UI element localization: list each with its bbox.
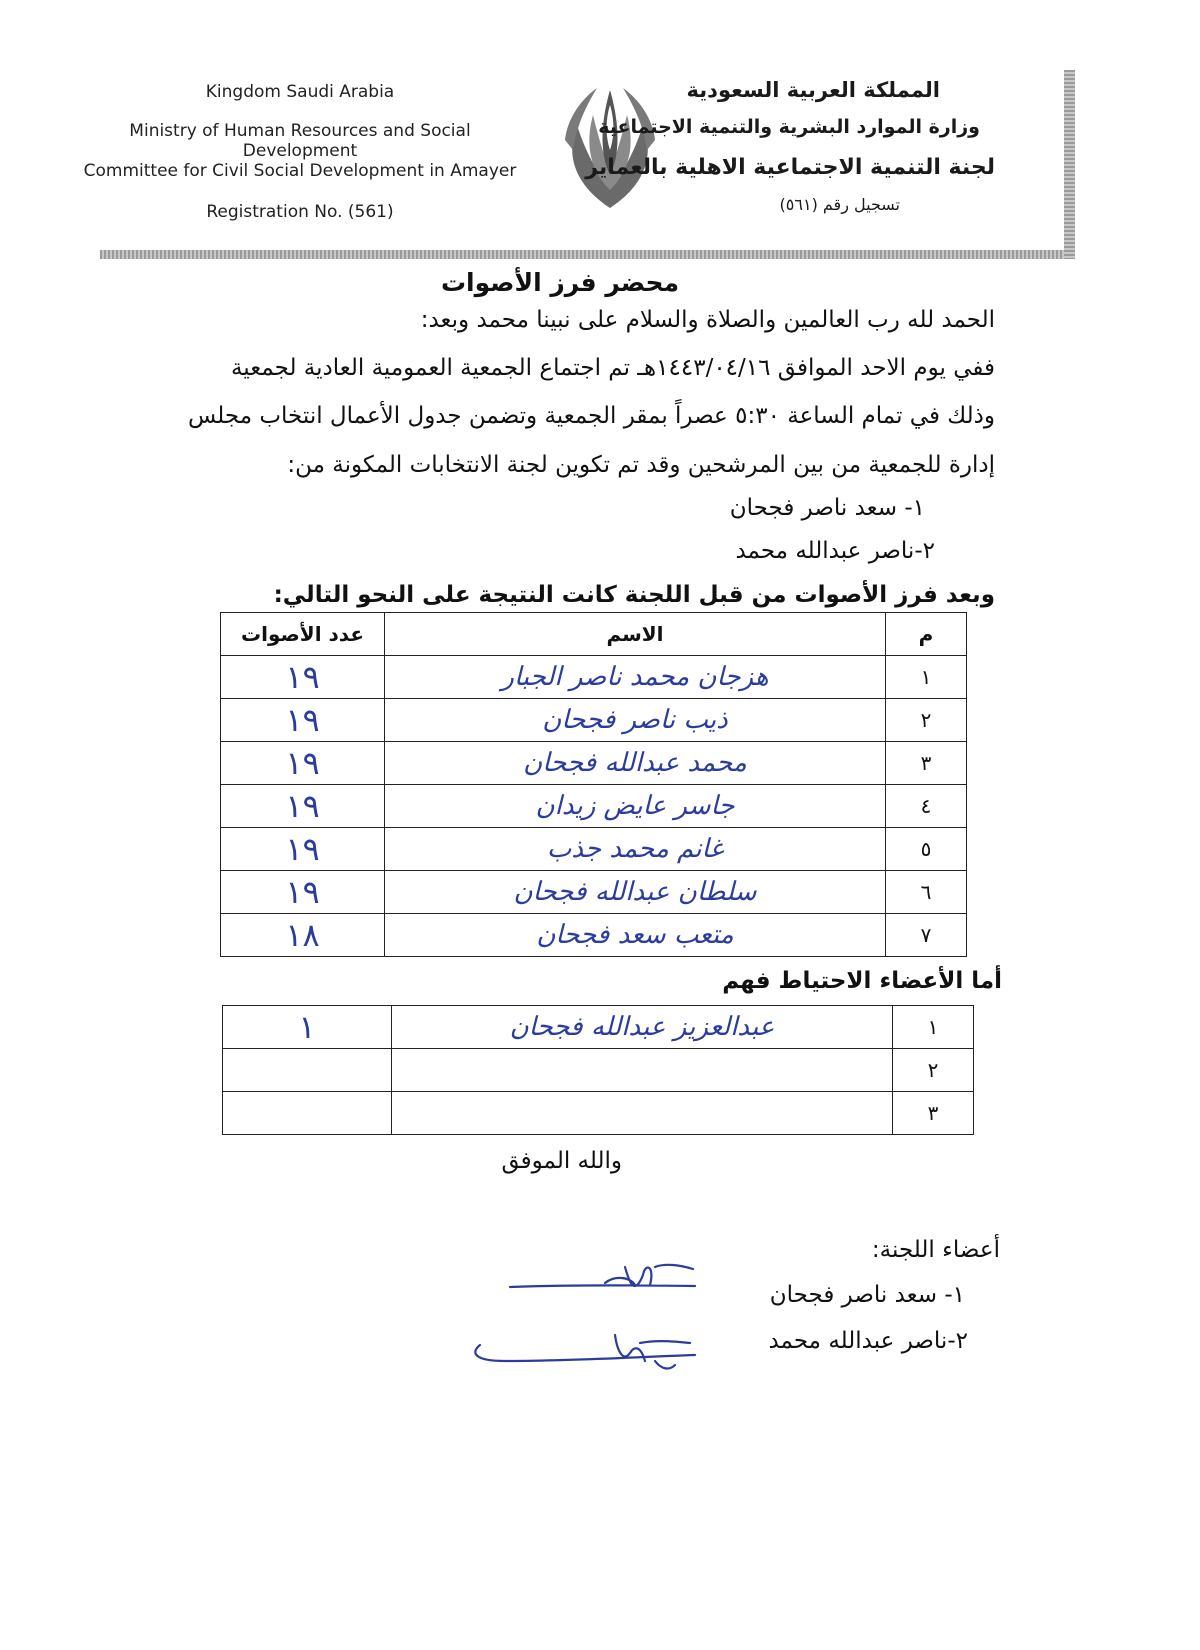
row-index: ٤ bbox=[886, 785, 967, 828]
table-row bbox=[223, 1092, 974, 1135]
header-name: الاسم bbox=[385, 613, 886, 656]
table-row bbox=[221, 914, 967, 957]
vote-count: ١٩ bbox=[221, 871, 385, 914]
candidate-name: محمد عبدالله فجحان bbox=[385, 742, 886, 785]
reserve-vote-count: ١ bbox=[223, 1006, 392, 1049]
intro-line-2: ففي يوم الاحد الموافق ١٤٤٣/٠٤/١٦هـ تم اجتماع الجمعية العمومية العادية لجمعية bbox=[230, 355, 995, 381]
header-ar-kingdom: المملكة العربية السعودية bbox=[686, 78, 940, 102]
result-intro: وبعد فرز الأصوات من قبل اللجنة كانت النتيجة على النحو التالي: bbox=[273, 582, 995, 608]
candidate-name: متعب سعد فجحان bbox=[385, 914, 886, 957]
intro-line-4: إدارة للجمعية من بين المرشحين وقد تم تكوين لجنة الانتخابات المكونة من: bbox=[287, 452, 995, 478]
candidate-name: جاسر عايض زيدان bbox=[385, 785, 886, 828]
reserve-name bbox=[392, 1092, 893, 1135]
reserve-vote-count bbox=[223, 1049, 392, 1092]
row-index: ٣ bbox=[893, 1092, 974, 1135]
reserve-name: عبدالعزيز عبدالله فجحان bbox=[392, 1006, 893, 1049]
vote-count: ١٩ bbox=[221, 699, 385, 742]
vote-count: ١٩ bbox=[221, 656, 385, 699]
header-en-registration: Registration No. (561) bbox=[206, 202, 394, 222]
intro-line-3: وذلك في تمام الساعة ٥:٣٠ عصراً بمقر الجمعية وتضمن جدول الأعمال انتخاب مجلس bbox=[187, 403, 995, 429]
header-en-committee: Committee for Civil Social Development in Amayer bbox=[83, 161, 517, 181]
candidate-name: سلطان عبدالله فجحان bbox=[385, 871, 886, 914]
signature-2 bbox=[465, 1325, 705, 1375]
header-ar-ministry: وزارة الموارد البشرية والتنمية الاجتماعية bbox=[598, 116, 980, 138]
header-index: م bbox=[886, 613, 967, 656]
row-index: ١ bbox=[886, 656, 967, 699]
row-index: ٢ bbox=[886, 699, 967, 742]
table-row bbox=[223, 1049, 974, 1092]
organization-logo bbox=[555, 80, 665, 215]
candidate-name: ذيب ناصر فجحان bbox=[385, 699, 886, 742]
votes-table bbox=[220, 612, 967, 957]
header-ar-registration: تسجيل رقم (٥٦١) bbox=[779, 195, 900, 214]
row-index: ٧ bbox=[886, 914, 967, 957]
candidate-name: غانم محمد جذب bbox=[385, 828, 886, 871]
document-title: محضر فرز الأصوات bbox=[440, 268, 680, 297]
row-index: ٣ bbox=[886, 742, 967, 785]
vote-count: ١٩ bbox=[221, 785, 385, 828]
table-row bbox=[223, 1006, 974, 1049]
committee-member-1: ١- سعد ناصر فجحان bbox=[769, 1282, 965, 1308]
vote-count: ١٨ bbox=[221, 914, 385, 957]
table-row bbox=[221, 828, 967, 871]
table-row bbox=[221, 871, 967, 914]
election-committee-member-1: ١- سعد ناصر فجحان bbox=[729, 495, 925, 521]
election-committee-member-2: ٢-ناصر عبدالله محمد bbox=[735, 538, 935, 564]
committee-members-heading: أعضاء اللجنة: bbox=[871, 1237, 1000, 1263]
header-en-ministry: Ministry of Human Resources and Social Development bbox=[129, 121, 471, 161]
row-index: ٦ bbox=[886, 871, 967, 914]
reserve-name bbox=[392, 1049, 893, 1092]
vote-count: ١٩ bbox=[221, 828, 385, 871]
header-votes: عدد الأصوات bbox=[221, 613, 385, 656]
vote-count: ١٩ bbox=[221, 742, 385, 785]
header-divider bbox=[100, 250, 1075, 259]
header-en-kingdom: Kingdom Saudi Arabia bbox=[205, 82, 395, 102]
header-side-border bbox=[1064, 70, 1075, 259]
closing-text: والله الموفق bbox=[501, 1148, 622, 1174]
row-index: ٥ bbox=[886, 828, 967, 871]
committee-member-2: ٢-ناصر عبدالله محمد bbox=[768, 1328, 968, 1354]
table-row bbox=[221, 656, 967, 699]
candidate-name: هزجان محمد ناصر الجبار bbox=[385, 656, 886, 699]
table-row bbox=[221, 699, 967, 742]
signature-1 bbox=[505, 1255, 705, 1300]
votes-table-header bbox=[221, 613, 967, 656]
row-index: ٢ bbox=[893, 1049, 974, 1092]
row-index: ١ bbox=[893, 1006, 974, 1049]
reserve-vote-count bbox=[223, 1092, 392, 1135]
reserves-intro: أما الأعضاء الاحتياط فهم bbox=[722, 968, 1002, 994]
reserves-table bbox=[222, 1005, 974, 1135]
intro-line-1: الحمد لله رب العالمين والصلاة والسلام على نبينا محمد وبعد: bbox=[420, 307, 995, 333]
table-row bbox=[221, 742, 967, 785]
table-row bbox=[221, 785, 967, 828]
header-ar-committee: لجنة التنمية الاجتماعية الاهلية بالعماير bbox=[585, 155, 995, 180]
